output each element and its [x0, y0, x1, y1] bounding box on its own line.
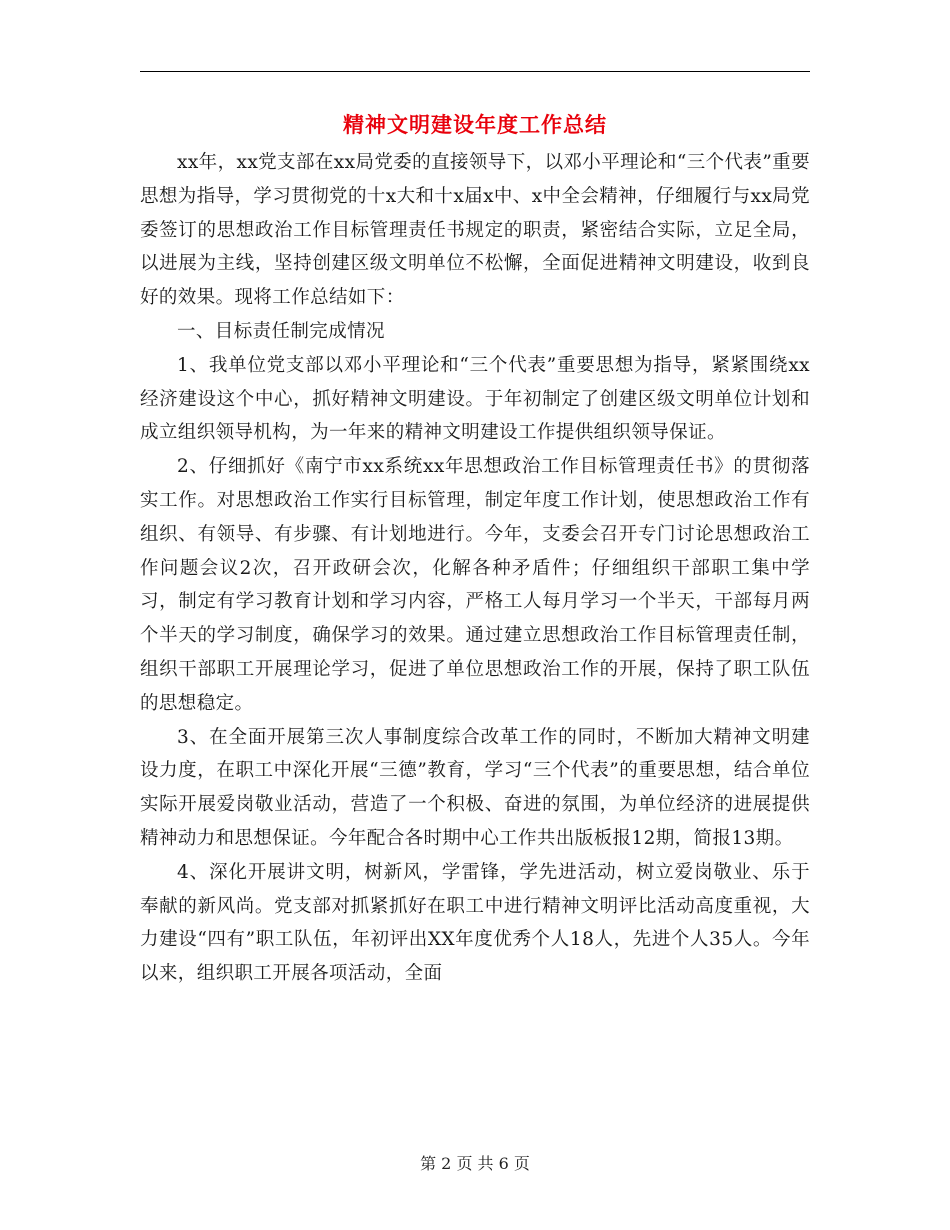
paragraph-item-2: 2、仔细抓好《南宁市xx系统xx年思想政治工作目标管理责任书》的贯彻落实工作。对思想政治工作实行目标管理，制定年度工作计划，使思想政治工作有组织、有领导、有步骤、有计划地进行。今年，支委会召开专门讨论思想政治工作问题会议2次，召开政研会次，化解各种矛盾件；仔细组织干部职工集中学习，制定有学习教育计划和学习内容，严格工人每月学习一个半天，干部每月两个半天的学习制度，确保学习的效果。通过建立思想政治工作目标管理责任制，组织干部职工开展理论学习，促进了单位思想政治工作的开展，保持了职工队伍的思想稳定。 — [140, 456, 810, 714]
section-heading: 一、目标责任制完成情况 — [177, 320, 385, 342]
paragraph-intro: xx年，xx党支部在xx局党委的直接领导下，以邓小平理论和“三个代表”重要思想为指导，学习贯彻党的十x大和十x届x中、x中全会精神，仔细履行与xx局党委签订的思想政治工作目标管理责任书规定的职责，紧密结合实际，立足全局，以进展为主线，坚持创建区级文明单位不松懈，全面促进精神文明建设，收到良好的效果。现将工作总结如下： — [140, 152, 810, 309]
paragraph-item-1: 1、我单位党支部以邓小平理论和“三个代表”重要思想为指导，紧紧围绕xx经济建设这个中心，抓好精神文明建设。于年初制定了创建区级文明单位计划和成立组织领导机构，为一年来的精神文明建设工作提供组织领导保证。 — [140, 354, 810, 444]
document-body — [140, 146, 810, 991]
paragraph-item-4: 4、深化开展讲文明，树新风，学雷锋，学先进活动，树立爱岗敬业、乐于奉献的新风尚。党支部对抓紧抓好在职工中进行精神文明评比活动高度重视，大力建设“四有”职工队伍，年初评出XX年度优秀个人18人，先进个人35人。今年以来，组织职工开展各项活动，全面 — [140, 861, 810, 985]
header-rule — [140, 71, 810, 72]
document-title: 精神文明建设年度工作总结 — [343, 112, 607, 137]
page-number: 第 2 页 共 6 页 — [420, 1154, 530, 1173]
paragraph-item-3: 3、在全面开展第三次人事制度综合改革工作的同时，不断加大精神文明建设力度，在职工中深化开展“三德”教育，学习“三个代表”的重要思想，结合单位实际开展爱岗敬业活动，营造了一个积极、奋进的氛围，为单位经济的进展提供精神动力和思想保证。今年配合各时期中心工作共出版板报12期，简报13期。 — [140, 726, 810, 849]
